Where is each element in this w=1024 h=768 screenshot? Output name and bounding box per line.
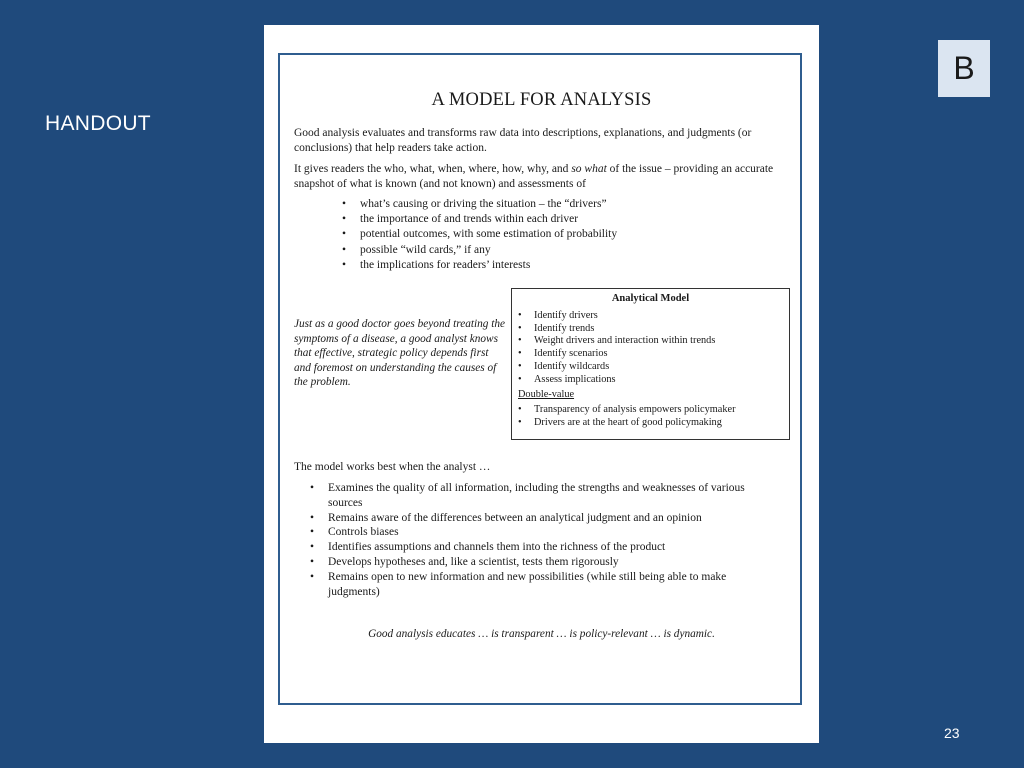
list-item: • Transparency of analysis empowers policymaker [518,404,783,417]
gives-suffix: of the issue – providing an accurate snapshot of what is known (and not known) and assessments of [294,163,774,190]
document-title: A MODEL FOR ANALYSIS [431,90,652,110]
analytical-model-title: Analytical Model [611,293,690,304]
list-item: • Identify trends [518,323,783,336]
double-value-heading: Double-value [518,389,575,401]
doctor-quote: Just as a good doctor goes beyond treating the symptoms of a disease, a good analyst knows that effective, strategic policy depends first and foremost on understanding the causes of the problem. [294,318,506,389]
gives-readers-paragraph [294,162,794,192]
analytical-model-box [511,288,790,440]
so-what-emphasis: so what [571,163,607,175]
list-item: • Identify drivers [518,310,783,323]
list-item: • Weight drivers and interaction within trends [518,335,783,348]
list-item: • possible “wild cards,” if any [342,243,782,258]
list-item: • Identifies assumptions and channels them into the richness of the product [310,540,770,555]
list-item: • Develops hypotheses and, like a scientist, tests them rigorously [310,555,770,570]
works-best-intro: The model works best when the analyst … [294,461,491,473]
intro-paragraph: Good analysis evaluates and transforms raw data into descriptions, explanations, and judgments (or conclusions) that help readers take action. [294,127,752,154]
list-item: • Identify wildcards [518,361,783,374]
handout-label: HANDOUT [45,112,151,135]
list-item: • Examines the quality of all information, including the strengths and weaknesses of various sources [310,481,770,511]
list-item: • the implications for readers’ interests [342,258,782,273]
works-best-list [310,481,770,599]
list-item: • Assess implications [518,374,783,387]
analytical-model-list [518,310,783,386]
list-item: • Drivers are at the heart of good policymaking [518,417,783,430]
list-item: • Remains aware of the differences between an analytical judgment and an opinion [310,511,770,526]
list-item: • Remains open to new information and new possibilities (while still being able to make judgments) [310,570,770,600]
list-item: • potential outcomes, with some estimation of probability [342,227,782,242]
slide-page-number: 23 [944,725,960,741]
list-item: • Controls biases [310,525,770,540]
list-item: • the importance of and trends within each driver [342,212,782,227]
double-value-list [518,404,783,429]
closing-statement: Good analysis educates … is transparent … is policy-relevant … is dynamic. [368,628,715,640]
list-item: • Identify scenarios [518,348,783,361]
assessments-list [342,197,782,273]
list-item: • what’s causing or driving the situation – the “drivers” [342,197,782,212]
handout-document [264,25,819,743]
section-badge: B [938,40,990,97]
gives-prefix: It gives readers the who, what, when, where, how, why, and [294,163,572,175]
